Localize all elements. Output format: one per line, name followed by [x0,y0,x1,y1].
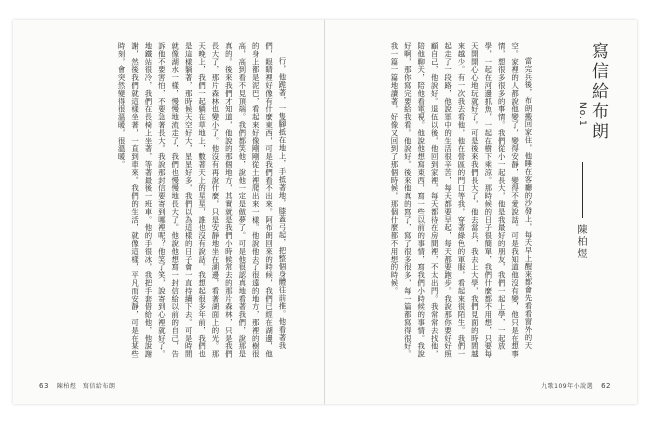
left-page-folio [39,381,115,390]
chapter-heading [547,42,621,302]
chapter-title: 寫信給布朗 [588,42,608,142]
right-page-text: 當完兵後，布朗搬回家住，他睡在客廳的沙發上，每天早上醒來都會先看看窗外的天空。家裡的人都說他變了，變得安靜，變得不愛說話。可是我知道他沒有變，他只是在想事情，想很多很多的事情。我們從小一起長大，他是我最好的朋友，我們一起上學，一起放學，一起在河邊抓魚，一起在樹下乘涼。那時候的日子很簡單，我們什麼都不用想，只要每天開開心心地玩就好了。可是後來我們長大了，他去當兵，我去上大學，我們見面的時間越來越少。有一次我去看他，他在營區的門口等我，穿著綠色的軍服，看起來很陌生。我們一起走了一段路，他說軍中的生活很辛苦，每天都要早起，每天都要跑步。我說那你要好好照顧自己，他說好。退伍以後，他回到家裡，每天都待在房間裡，不太出門。我常常去找他，陪他聊天，陪他看電視。他說他想寫東西，寫一些以前的事情，寫我們小時候的事情。我說好啊，那你寫完要給我看。他說好。後來他真的寫了，寫了很多很多，每一篇都寫得很好。我一篇一篇地讀著，好像又回到了那個時候，那個什麼都不用想的時候。 [389,42,533,358]
left-page-body [91,42,289,360]
chapter-number: No.1 [577,102,587,127]
right-page-folio [541,381,611,390]
author-rule [582,162,583,218]
right-page-number: 62 [601,382,611,390]
right-page [325,20,637,404]
left-page [13,20,325,404]
book-spread [13,20,637,404]
author-name: 陳柏煜 [575,224,586,260]
left-page-number: 63 [39,382,49,390]
right-page-body [343,42,535,360]
left-page-running-head: 陳柏煜 寫信給布朗 [56,383,116,390]
left-page-text: 行，他跪著，一隻腳抵在地上，手抵著地，膝蓋弓起，把整個身體往前推。他看著我們，眼睛裡好像有什麼東西，可是我們看不出來。阿布朗回來的時候，我們已經在湖邊，他的身上都是泥巴，看起來好像剛剛從土裡爬出來一樣。他說他去了很遠的地方，那裡的樹很高，高到看不見頂端。我們都笑他，說他一定是做夢了。可是他很認真地看著我們，說那是真的。後來我們才知道，他說的那個地方，其實就是我們小時候常去的那片森林，只是我們長大了，那片森林也變小了。他沒有再說什麼，只是安靜地坐在湖邊，看著湖面上的光。那天晚上，我們一起躺在草地上，數著天上的星星，誰也沒有說話。我想起很多年前，我們也是這樣躺著，那時候天空好大，星星好多，我們以為這樣的日子會一直持續下去。可是時間就像湖水一樣，慢慢地流走了，我們也慢慢地長大了。他說他想寫一封信給以前的自己，告訴他不要害怕，不要急著長大。我說那封信要寄到哪裡呢？他笑了笑，說寄到心裡就好了。地鐵站很冷，我們在長椅上坐著，等著最後一班車。他的手很冰，我把手套借給他，他說謝謝，然後我們就這樣坐著，一直到車來。我們的生活，就像這樣，平凡而安靜，可是在某些時刻，會突然變得很溫暖，很溫暖。 [117,42,287,358]
right-page-running-head: 九歌109年小說選 [541,383,594,390]
